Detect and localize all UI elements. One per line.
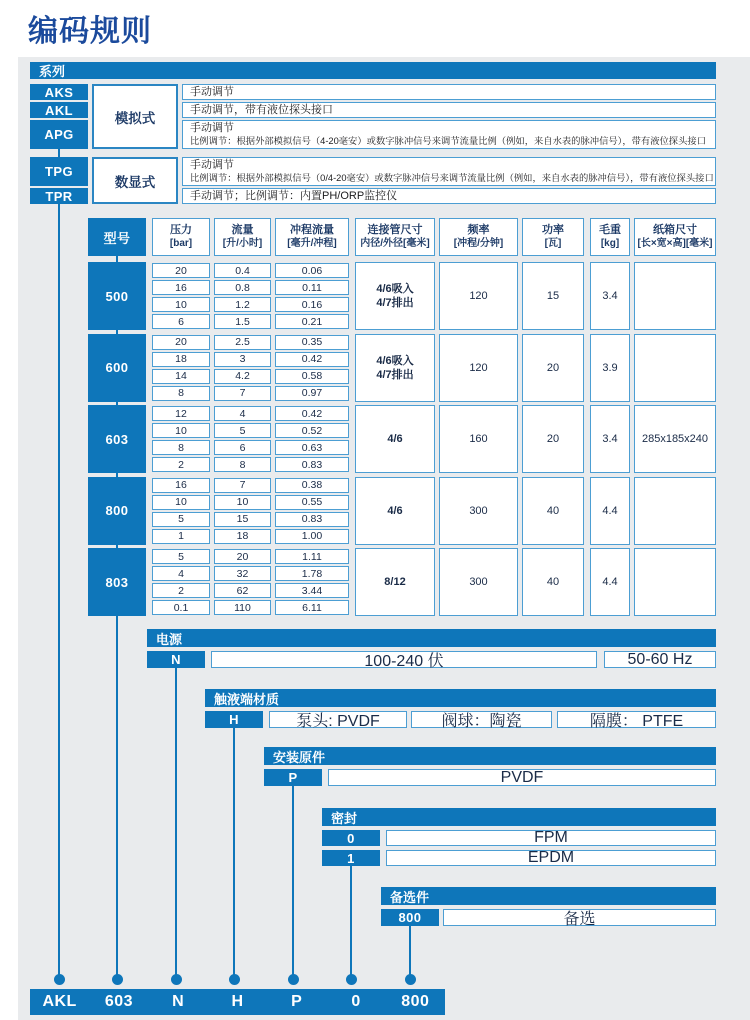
spec-header-label: 频率 bbox=[467, 224, 490, 236]
spec-value-cell: 0.11 bbox=[275, 280, 349, 295]
spec-value-cell: 10 bbox=[152, 423, 210, 438]
spec-value-cell: 8 bbox=[152, 440, 210, 455]
option-header-bar: 触液端材质 bbox=[205, 689, 716, 707]
spec-model-cell: 803 bbox=[88, 548, 146, 616]
spec-frequency-cell: 300 bbox=[439, 477, 518, 545]
connector-line bbox=[116, 256, 119, 262]
spec-value-cell: 20 bbox=[152, 335, 210, 350]
spec-carton-cell bbox=[634, 477, 716, 545]
connector-dot bbox=[171, 974, 182, 985]
spec-value-cell: 12 bbox=[152, 406, 210, 421]
connector-dot bbox=[288, 974, 299, 985]
spec-header-unit: [瓦] bbox=[544, 238, 562, 249]
spec-value-cell: 0.38 bbox=[275, 478, 349, 493]
spec-header-label: 流量 bbox=[231, 224, 254, 236]
spec-model-cell: 500 bbox=[88, 262, 146, 330]
spec-value-cell: 5 bbox=[214, 423, 271, 438]
spec-header-label: 连接管尺寸 bbox=[367, 224, 423, 236]
spec-value-cell: 15 bbox=[214, 512, 271, 527]
spec-header-label: 冲程流量 bbox=[290, 224, 334, 236]
connection-line: 8/12 bbox=[384, 576, 406, 588]
spec-value-cell: 5 bbox=[152, 512, 210, 527]
spec-header-unit: [长×宽×高][毫米] bbox=[637, 238, 713, 249]
spec-weight-cell: 3.4 bbox=[590, 262, 630, 330]
spec-weight-cell: 4.4 bbox=[590, 477, 630, 545]
connection-line: 4/6 bbox=[387, 433, 403, 445]
code-segment: 800 bbox=[401, 993, 430, 1010]
spec-frequency-cell: 300 bbox=[439, 548, 518, 616]
spec-weight-cell: 3.4 bbox=[590, 405, 630, 473]
spec-value-cell: 4 bbox=[152, 566, 210, 581]
spec-header-unit: [kg] bbox=[600, 238, 620, 249]
spec-carton-cell bbox=[634, 548, 716, 616]
connection-line: 4/6吸入 bbox=[376, 354, 414, 367]
option-header-bar: 电源 bbox=[147, 629, 716, 647]
spec-value-cell: 0.1 bbox=[152, 600, 210, 615]
spec-value-cell: 7 bbox=[214, 386, 271, 401]
spec-connection-cell bbox=[355, 548, 435, 616]
spec-header-cell bbox=[355, 218, 435, 256]
option-key-cell: 1 bbox=[322, 850, 380, 866]
option-header-bar: 备选件 bbox=[381, 887, 716, 905]
spec-power-cell: 20 bbox=[522, 405, 584, 473]
connector-dot bbox=[229, 974, 240, 985]
series-desc-line: 比例调节：根据外部模拟信号（0/4-20毫安）或数字脉冲信号来调节流量比例（例如，来自水表的脉冲信号），带有液位探头接口 bbox=[190, 173, 714, 183]
option-header-bar: 密封 bbox=[322, 808, 716, 826]
spec-value-cell: 0.42 bbox=[275, 352, 349, 367]
connector-dot bbox=[54, 974, 65, 985]
spec-carton-cell: 285x185x240 bbox=[634, 405, 716, 473]
spec-value-cell: 14 bbox=[152, 369, 210, 384]
spec-value-cell: 0.21 bbox=[275, 314, 349, 329]
spec-header-model: 型号 bbox=[88, 218, 146, 256]
spec-value-cell: 0.55 bbox=[275, 495, 349, 510]
spec-value-cell: 110 bbox=[214, 600, 271, 615]
spec-value-cell: 3 bbox=[214, 352, 271, 367]
connector-line bbox=[116, 473, 119, 477]
connector-line bbox=[233, 728, 236, 979]
spec-carton-cell bbox=[634, 334, 716, 402]
series-model-cell: TPG bbox=[30, 157, 88, 186]
code-segment: N bbox=[172, 993, 185, 1010]
spec-value-cell: 10 bbox=[152, 495, 210, 510]
spec-value-cell: 4 bbox=[214, 406, 271, 421]
connector-dot bbox=[346, 974, 357, 985]
option-value-box: 100-240 伏 bbox=[211, 651, 597, 668]
spec-power-cell: 15 bbox=[522, 262, 584, 330]
spec-model-cell: 600 bbox=[88, 334, 146, 402]
connector-line bbox=[409, 926, 412, 979]
connection-line: 4/7排出 bbox=[376, 297, 414, 309]
spec-header-cell bbox=[522, 218, 584, 256]
spec-value-cell: 6 bbox=[152, 314, 210, 329]
spec-value-cell: 0.97 bbox=[275, 386, 349, 401]
spec-value-cell: 0.8 bbox=[214, 280, 271, 295]
spec-value-cell: 1.5 bbox=[214, 314, 271, 329]
spec-header-label: 压力 bbox=[170, 224, 192, 236]
spec-value-cell: 0.58 bbox=[275, 369, 349, 384]
spec-value-cell: 0.35 bbox=[275, 335, 349, 350]
connector-line bbox=[350, 866, 353, 979]
spec-value-cell: 2.5 bbox=[214, 335, 271, 350]
option-value-box: 50-60 Hz bbox=[604, 651, 716, 668]
series-desc-line: 手动调节 bbox=[190, 122, 234, 134]
connector-line bbox=[58, 204, 61, 979]
code-segment: 0 bbox=[351, 993, 361, 1010]
spec-value-cell: 0.16 bbox=[275, 297, 349, 312]
spec-value-cell: 18 bbox=[214, 529, 271, 544]
product-code-bar bbox=[30, 989, 445, 1015]
spec-header-cell bbox=[634, 218, 716, 256]
connector-line bbox=[116, 616, 119, 979]
series-header-bar: 系列 bbox=[30, 62, 716, 79]
spec-header-label: 纸箱尺寸 bbox=[653, 224, 697, 236]
spec-header-unit: [bar] bbox=[169, 238, 193, 249]
series-desc-line: 比例调节：根据外部模拟信号（4-20毫安）或数字脉冲信号来调节流量比例（例如，来自水表的脉冲信号），带有液位探头接口 bbox=[190, 136, 706, 146]
spec-value-cell: 3.44 bbox=[275, 583, 349, 598]
spec-value-cell: 20 bbox=[214, 549, 271, 564]
series-model-cell: AKL bbox=[30, 102, 88, 118]
series-desc-box bbox=[182, 157, 716, 186]
code-segment: AKL bbox=[42, 993, 77, 1010]
connector-line bbox=[292, 786, 295, 979]
series-desc-box bbox=[182, 120, 716, 149]
spec-value-cell: 0.83 bbox=[275, 457, 349, 472]
series-type-box: 数显式 bbox=[92, 157, 178, 204]
spec-frequency-cell: 160 bbox=[439, 405, 518, 473]
connector-line bbox=[116, 330, 119, 334]
series-desc-line: 手动调节 bbox=[190, 85, 234, 98]
spec-frequency-cell: 120 bbox=[439, 262, 518, 330]
option-value-box: EPDM bbox=[386, 850, 716, 866]
series-desc-line: 手动调节；比例调节：内置PH/ORP监控仪 bbox=[190, 189, 398, 202]
spec-value-cell: 6.11 bbox=[275, 600, 349, 615]
spec-value-cell: 8 bbox=[152, 386, 210, 401]
spec-value-cell: 1.00 bbox=[275, 529, 349, 544]
spec-header-cell bbox=[214, 218, 271, 256]
spec-header-cell bbox=[152, 218, 210, 256]
code-segment: 603 bbox=[104, 993, 134, 1010]
spec-value-cell: 16 bbox=[152, 478, 210, 493]
spec-value-cell: 6 bbox=[214, 440, 271, 455]
option-key-cell: 0 bbox=[322, 830, 380, 846]
spec-weight-cell: 4.4 bbox=[590, 548, 630, 616]
connector-line bbox=[175, 668, 178, 979]
spec-connection-cell bbox=[355, 262, 435, 330]
option-key-cell: P bbox=[264, 769, 322, 786]
spec-value-cell: 10 bbox=[152, 297, 210, 312]
option-header-bar: 安装原件 bbox=[264, 747, 716, 765]
spec-value-cell: 0.63 bbox=[275, 440, 349, 455]
spec-header-cell bbox=[275, 218, 349, 256]
series-desc-box bbox=[182, 102, 716, 118]
spec-value-cell: 0.42 bbox=[275, 406, 349, 421]
series-model-cell: TPR bbox=[30, 188, 88, 204]
connector-line bbox=[116, 545, 119, 549]
spec-value-cell: 1.2 bbox=[214, 297, 271, 312]
series-desc-line: 手动调节，带有液位探头接口 bbox=[190, 103, 333, 116]
connector-line bbox=[116, 402, 119, 406]
spec-header-cell bbox=[439, 218, 518, 256]
spec-value-cell: 16 bbox=[152, 280, 210, 295]
option-value-box: FPM bbox=[386, 830, 716, 846]
spec-value-cell: 18 bbox=[152, 352, 210, 367]
spec-connection-cell bbox=[355, 477, 435, 545]
option-value-box: 隔膜： PTFE bbox=[557, 711, 716, 728]
spec-header-unit: [毫升/冲程] bbox=[287, 238, 337, 249]
spec-weight-cell: 3.9 bbox=[590, 334, 630, 402]
connection-line: 4/7排出 bbox=[376, 368, 414, 381]
option-key-cell: 800 bbox=[381, 909, 439, 926]
spec-header-unit: [冲程/分钟] bbox=[453, 238, 504, 249]
option-value-box: 阀球：陶瓷 bbox=[411, 711, 552, 728]
spec-value-cell: 7 bbox=[214, 478, 271, 493]
spec-header-label: 毛重 bbox=[599, 224, 621, 236]
spec-header-label: 功率 bbox=[542, 224, 564, 236]
spec-value-cell: 10 bbox=[214, 495, 271, 510]
spec-value-cell: 20 bbox=[152, 263, 210, 278]
spec-power-cell: 40 bbox=[522, 477, 584, 545]
spec-connection-cell bbox=[355, 405, 435, 473]
spec-power-cell: 20 bbox=[522, 334, 584, 402]
spec-header-unit: [升/小时] bbox=[222, 238, 263, 249]
spec-value-cell: 2 bbox=[152, 583, 210, 598]
spec-carton-cell bbox=[634, 262, 716, 330]
spec-value-cell: 1 bbox=[152, 529, 210, 544]
spec-model-cell: 800 bbox=[88, 477, 146, 545]
series-desc-box bbox=[182, 188, 716, 204]
option-key-cell: H bbox=[205, 711, 263, 728]
spec-value-cell: 1.11 bbox=[275, 549, 349, 564]
code-segment: P bbox=[291, 993, 303, 1010]
option-value-box: 备选 bbox=[443, 909, 716, 926]
option-key-cell: N bbox=[147, 651, 205, 668]
option-value-box: PVDF bbox=[328, 769, 716, 786]
spec-header-cell bbox=[590, 218, 630, 256]
spec-value-cell: 0.4 bbox=[214, 263, 271, 278]
spec-value-cell: 5 bbox=[152, 549, 210, 564]
series-desc-box bbox=[182, 84, 716, 100]
connector-dot bbox=[112, 974, 123, 985]
series-model-cell: APG bbox=[30, 120, 88, 149]
spec-frequency-cell: 120 bbox=[439, 334, 518, 402]
series-type-box: 模拟式 bbox=[92, 84, 178, 149]
option-value-box: 泵头: PVDF bbox=[269, 711, 407, 728]
spec-value-cell: 2 bbox=[152, 457, 210, 472]
spec-value-cell: 32 bbox=[214, 566, 271, 581]
code-segment: H bbox=[231, 993, 244, 1010]
series-model-cell: AKS bbox=[30, 84, 88, 100]
spec-value-cell: 0.06 bbox=[275, 263, 349, 278]
spec-connection-cell bbox=[355, 334, 435, 402]
spec-value-cell: 62 bbox=[214, 583, 271, 598]
spec-value-cell: 4.2 bbox=[214, 369, 271, 384]
spec-value-cell: 0.83 bbox=[275, 512, 349, 527]
spec-header-unit: 内径/外径[毫米] bbox=[360, 238, 430, 249]
connector-dot bbox=[405, 974, 416, 985]
connection-line: 4/6吸入 bbox=[376, 283, 414, 295]
spec-value-cell: 1.78 bbox=[275, 566, 349, 581]
spec-power-cell: 40 bbox=[522, 548, 584, 616]
page-title: 编码规则 bbox=[28, 15, 152, 48]
series-desc-line: 手动调节 bbox=[190, 159, 234, 171]
spec-value-cell: 8 bbox=[214, 457, 271, 472]
spec-model-cell: 603 bbox=[88, 405, 146, 473]
spec-value-cell: 0.52 bbox=[275, 423, 349, 438]
connector-line bbox=[58, 149, 61, 157]
connection-line: 4/6 bbox=[387, 504, 403, 517]
